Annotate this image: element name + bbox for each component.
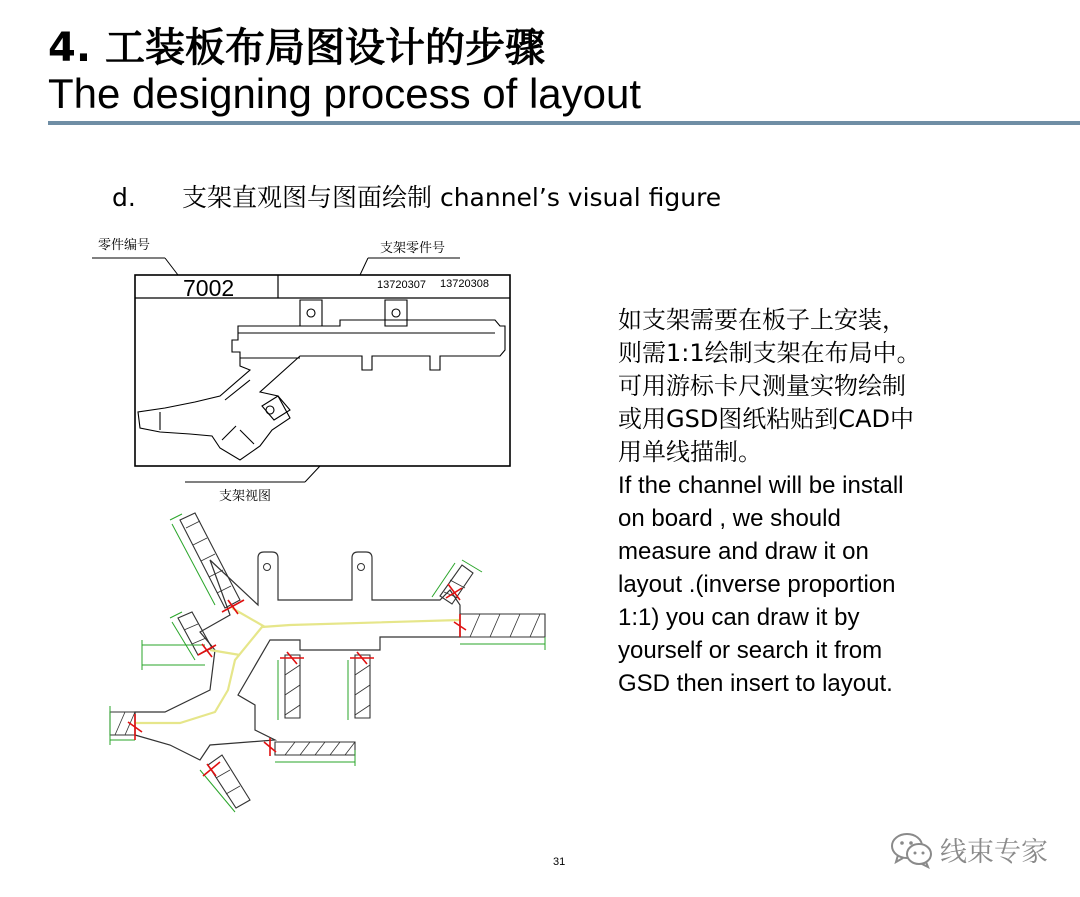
description-cn-line: 则需1:1绘制支架在布局中。 bbox=[618, 339, 921, 367]
wechat-icon bbox=[890, 831, 934, 869]
bracket-part-number-2: 13720308 bbox=[440, 278, 489, 290]
description-en-line: If the channel will be install bbox=[618, 472, 904, 499]
description-en-line: 1:1) you can draw it by bbox=[618, 604, 860, 631]
section-text: 支架直观图与图面绘制 channel’s visual figure bbox=[182, 183, 722, 212]
section-letter: d. bbox=[112, 183, 136, 212]
title-chinese: 4. 工装板布局图设计的步骤 bbox=[48, 25, 545, 71]
description-en-line: on board , we should bbox=[618, 505, 841, 532]
part-number-value: 7002 bbox=[183, 275, 235, 301]
description-cn-line: 或用GSD图纸粘贴到CAD中 bbox=[618, 405, 914, 433]
description-block bbox=[618, 304, 978, 700]
description-cn-line: 如支架需要在板子上安装， bbox=[618, 306, 906, 334]
description-en-line: GSD then insert to layout. bbox=[618, 670, 893, 697]
bracket-part-number-1: 13720307 bbox=[377, 279, 426, 291]
bracket-part-label: 支架零件号 bbox=[380, 241, 446, 256]
page-number: 31 bbox=[553, 856, 566, 868]
title-english: The designing process of layout bbox=[48, 70, 642, 117]
layout-outline-drawing bbox=[110, 513, 545, 812]
description-en-line: layout .(inverse proportion bbox=[618, 571, 896, 598]
description-en-line: measure and draw it on bbox=[618, 538, 869, 565]
part-number-label: 零件编号 bbox=[98, 238, 151, 253]
watermark-text: 线束专家 bbox=[940, 837, 1048, 868]
watermark bbox=[890, 830, 1048, 869]
description-cn-line: 用单线描制。 bbox=[618, 438, 762, 466]
description-en-line: yourself or search it from bbox=[618, 637, 883, 664]
description-cn-line: 可用游标卡尺测量实物绘制 bbox=[618, 372, 906, 400]
bracket-view-label: 支架视图 bbox=[219, 489, 272, 504]
bracket-view-drawing bbox=[92, 258, 510, 482]
